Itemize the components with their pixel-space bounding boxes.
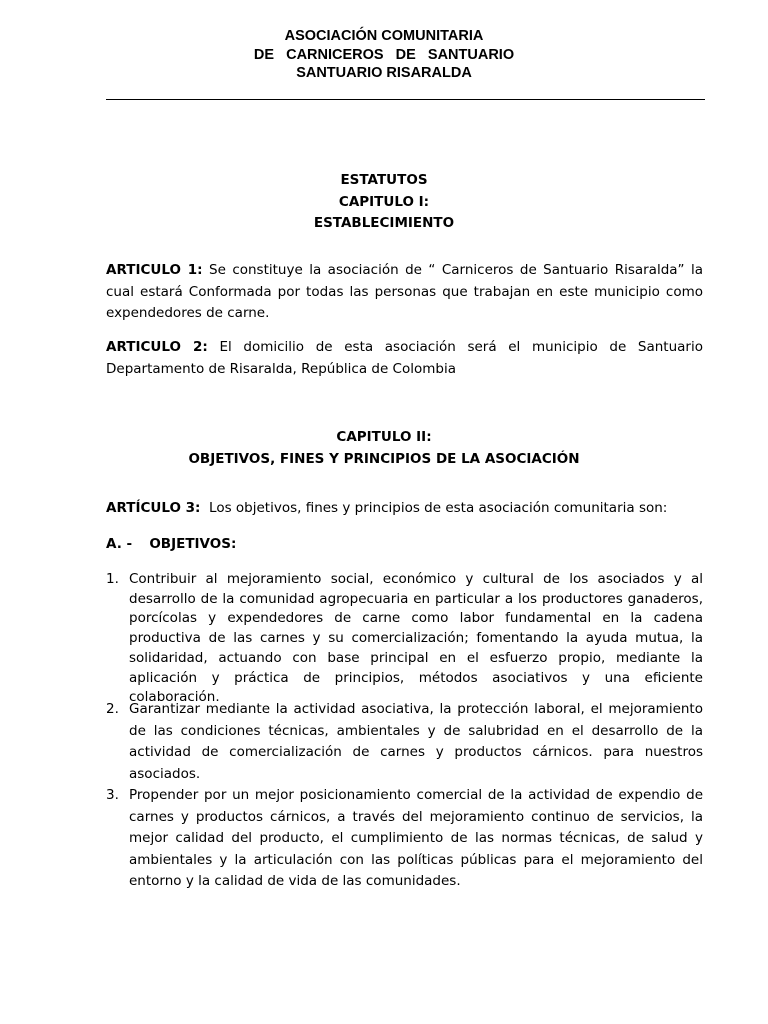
objective-item-3 [106,785,703,893]
objective-number: 2. [106,701,119,717]
objective-item-1 [106,570,703,708]
header-line-association: ASOCIACIÓN COMUNITARIA [284,28,484,44]
objective-number: 1. [106,571,119,587]
section-a-heading [106,534,703,556]
section-a-label: A. - [106,536,133,552]
chapter-1-heading [0,170,768,235]
statutes-title: ESTATUTOS [340,172,428,188]
article-2 [106,337,703,380]
objective-item-2 [106,699,703,785]
article-1-text: Se constituye la asociación de “ Carniceros de Santuario Risaralda” la cual estará Conformada por todas las personas que trabajan en este municipio como expendedores de carne. [106,262,703,321]
chapter-2-heading [0,427,768,470]
chapter-1-label: CAPITULO I: [338,193,430,210]
header-line-location: SANTUARIO RISARALDA [296,65,472,81]
section-a-title: OBJETIVOS: [149,536,237,552]
document-header [0,27,768,83]
objective-text: Contribuir al mejoramiento social, económico y cultural de los asociados y al desarrollo de la comunidad agropecuaria en particular a los productores ganaderos, porcícolas y expendedores de carne como labor fundamental en la cadena productiva de las carnes y su comercialización; fomentando la ayuda mutua, la solidaridad, actuando con base principal en el esfuerzo propio, mediante la aplicación y práctica de principios, métodos asociativos y una eficiente colaboración. [129,571,703,706]
chapter-2-title: OBJETIVOS, FINES Y PRINCIPIOS DE LA ASOCIACIÓN [188,450,580,467]
article-1-label: ARTICULO 1: [106,262,203,278]
chapter-1-title: ESTABLECIMIENTO [313,215,455,231]
article-1 [106,260,703,325]
objective-text: Garantizar mediante la actividad asociativa, la protección laboral, el mejoramiento de las condiciones técnicas, ambientales y de salubridad en el desarrollo de la actividad de comercialización de carnes y productos cárnicos. para nuestros asociados. [129,701,703,782]
objective-text: Propender por un mejor posicionamiento comercial de la actividad de expendio de carnes y productos cárnicos, a través del mejoramiento continuo de servicios, la mejor calidad del producto, el cumplimiento de las normas técnicas, de salud y ambientales y la articulación con las políticas públicas para el mejoramiento del entorno y la calidad de vida de las comunidades. [129,787,703,889]
article-3-text: Los objetivos, fines y principios de esta asociación comunitaria son: [209,500,668,516]
objective-number: 3. [106,787,119,803]
article-3 [106,498,703,520]
chapter-2-label: CAPITULO II: [336,429,432,445]
header-line-butchers: DE CARNICEROS DE SANTUARIO [253,46,515,63]
article-2-label: ARTICULO 2: [106,339,208,355]
article-3-label: ARTÍCULO 3: [106,500,201,516]
header-divider [106,99,705,100]
article-2-text: El domicilio de esta asociación será el municipio de Santuario Departamento de Risaralda, República de Colombia [106,339,703,377]
